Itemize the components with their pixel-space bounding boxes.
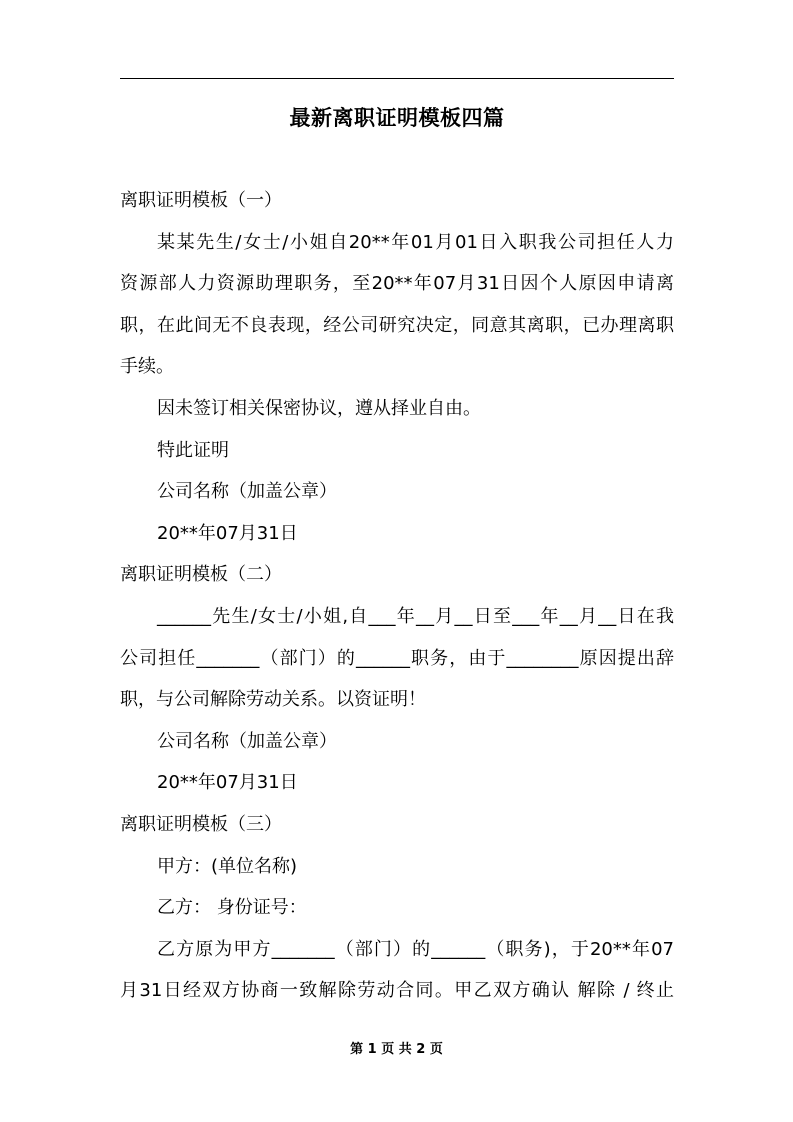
- date-line: 20**年07月31日: [157, 772, 298, 794]
- paragraph-line: 职，在此间无不良表现，经公司研究决定，同意其离职，已办理离职: [120, 314, 674, 336]
- document-body: [120, 180, 674, 1012]
- document-title: 最新离职证明模板四篇: [289, 106, 505, 130]
- company-name-line: 公司名称（加盖公章）: [157, 730, 337, 752]
- paragraph-line: 资源部人力资源助理职务，至20**年07月31日因个人原因申请离: [120, 273, 674, 295]
- paragraph-line: 月31日经双方协商一致解除劳动合同。甲乙双方确认 解除 / 终止: [120, 980, 674, 1002]
- section-heading-2: 离职证明模板（二）: [120, 564, 282, 586]
- page-number-footer: 第 1 页 共 2 页: [350, 1042, 443, 1057]
- paragraph-line: 特此证明: [157, 439, 229, 461]
- company-name-line: 公司名称（加盖公章）: [157, 481, 337, 503]
- section-heading-1: 离职证明模板（一）: [120, 190, 282, 211]
- paragraph-line: 公司担任_______（部门）的______职务，由于________原因提出辞: [120, 647, 674, 669]
- party-a-line: 甲方：(单位名称): [157, 855, 298, 877]
- paragraph-line: 乙方原为甲方_______（部门）的______（职务)，于20**年07: [157, 938, 674, 960]
- paragraph-line: 职，与公司解除劳动关系。以资证明！: [120, 689, 426, 711]
- party-b-line: 乙方： 身份证号：: [157, 897, 307, 919]
- paragraph-line: 某某先生/女士/小姐自20**年01月01日入职我公司担任人力: [157, 231, 674, 253]
- paragraph-line: 因未签订相关保密协议，遵从择业自由。: [157, 397, 481, 419]
- header-rule: [120, 78, 674, 79]
- date-line: 20**年07月31日: [157, 522, 298, 544]
- section-heading-3: 离职证明模板（三）: [120, 813, 282, 835]
- paragraph-line: 手续。: [120, 356, 174, 378]
- paragraph-line: ______先生/女士/小姐,自___年__月__日至___年__月__日在我: [157, 605, 674, 627]
